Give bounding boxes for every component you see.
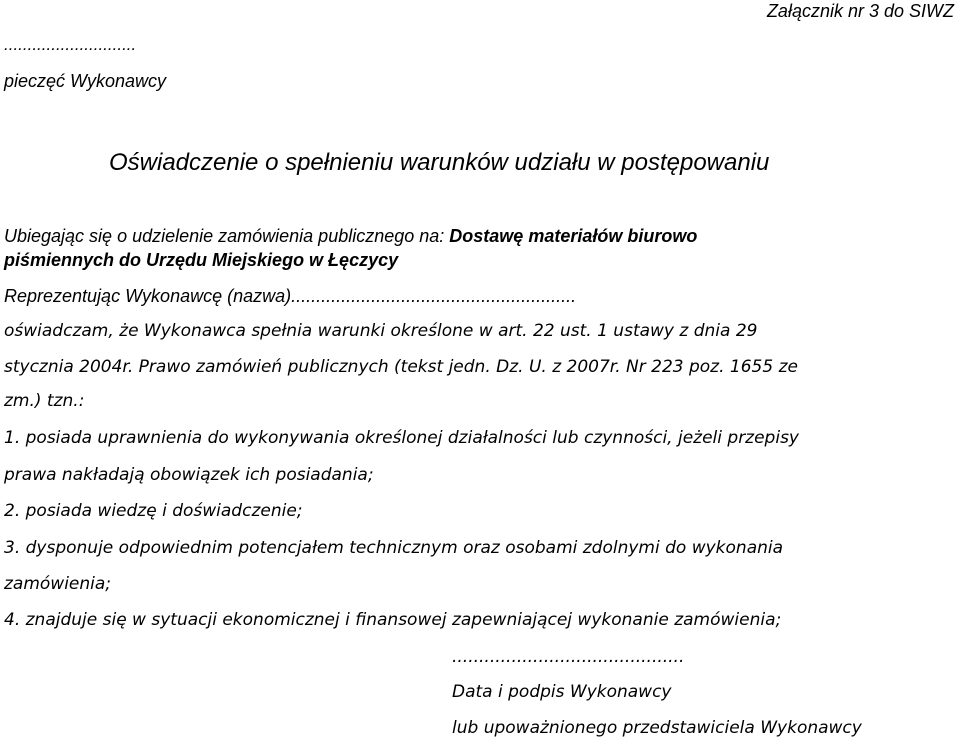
stamp-dots: ............................ <box>4 35 137 54</box>
condition-item-3-line-2: zamówienia; <box>4 574 112 594</box>
annex-label: Załącznik nr 3 do SIWZ <box>766 1 954 21</box>
stamp-label: pieczęć Wykonawcy <box>4 71 167 91</box>
condition-item-2: 2. posiada wiedzę i doświadczenie; <box>4 501 303 521</box>
representing-line: Reprezentując Wykonawcę (nazwa)......................................................... <box>4 286 577 306</box>
intro-line-1 <box>4 225 697 247</box>
signature-label-2: lub upoważnionego przedstawiciela Wykonawcy <box>452 718 862 738</box>
signature-dots: ........................................... <box>452 647 685 667</box>
intro-subject-1: Dostawę materiałów biurowo <box>449 226 698 246</box>
condition-item-3-line-1: 3. dysponuje odpowiednim potencjałem technicznym oraz osobami zdolnymi do wykonania <box>4 538 784 558</box>
document-title: Oświadczenie o spełnieniu warunków udziału w postępowaniu <box>109 149 770 176</box>
statement-line-3: zm.) tzn.: <box>4 391 85 411</box>
signature-label-1: Data i podpis Wykonawcy <box>452 682 672 702</box>
intro-subject-2: piśmiennych do Urzędu Miejskiego w Łęczycy <box>4 250 399 270</box>
statement-line-2: stycznia 2004r. Prawo zamówień publicznych (tekst jedn. Dz. U. z 2007r. Nr 223 poz. 1655 ze <box>4 357 798 377</box>
condition-item-1-line-1: 1. posiada uprawnienia do wykonywania określonej działalności lub czynności, jeżeli przepisy <box>4 428 799 448</box>
intro-prefix: Ubiegając się o udzielenie zamówienia publicznego na: <box>4 226 445 246</box>
statement-line-1: oświadczam, że Wykonawca spełnia warunki określone w art. 22 ust. 1 ustawy z dnia 29 <box>4 321 758 341</box>
condition-item-4: 4. znajduje się w sytuacji ekonomicznej i finansowej zapewniającej wykonanie zamówienia; <box>4 610 782 630</box>
condition-item-1-line-2: prawa nakładają obowiązek ich posiadania; <box>4 465 374 485</box>
